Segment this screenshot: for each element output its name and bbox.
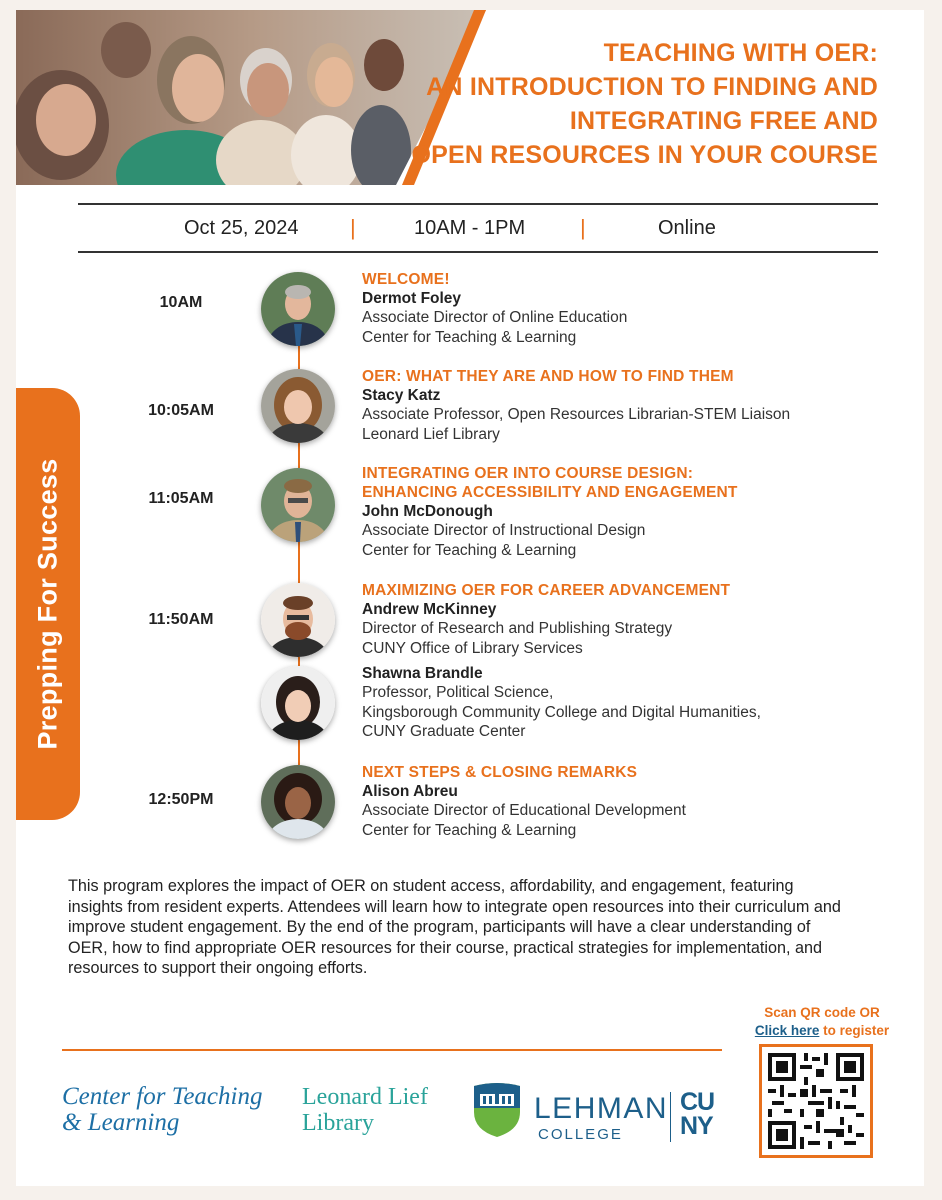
speaker-photo (261, 272, 335, 346)
title-line: INTEGRATING FREE AND (569, 107, 878, 135)
speaker-role: Associate Director of Instructional Design (362, 522, 646, 539)
speaker-role: Professor, Political Science, (362, 684, 554, 701)
speaker-affiliation: Center for Teaching & Learning (362, 821, 577, 839)
library-logo (302, 1084, 428, 1136)
event-info-bar (78, 203, 878, 253)
speaker-name: Alison Abreu (362, 783, 458, 800)
lehman-cuny-logo (472, 1080, 742, 1150)
speaker-name: John McDonough (362, 503, 493, 520)
session-block (362, 367, 882, 444)
session-time: 10:05AM (148, 402, 214, 419)
session-time: 11:05AM (148, 490, 214, 507)
session-time: 12:50PM (148, 791, 214, 808)
title-line: TEACHING WITH OER: (603, 39, 878, 67)
lehman-shield-icon (472, 1082, 522, 1138)
separator: | (350, 215, 356, 240)
session-time: 11:50AM (148, 611, 214, 628)
footer-divider (62, 1049, 722, 1051)
speaker-photo (261, 369, 335, 443)
title-line: OPEN RESOURCES IN YOUR COURSE (411, 141, 878, 169)
event-time: 10AM - 1PM (414, 217, 526, 239)
speaker-role: Associate Professor, Open Resources Librarian-STEM Liaison (362, 406, 791, 423)
register-line: Scan QR code OR (764, 1005, 880, 1020)
event-location: Online (658, 217, 716, 239)
side-tab (16, 388, 80, 820)
flyer-page (16, 10, 924, 1186)
speaker-role: Director of Research and Publishing Strategy (362, 620, 673, 637)
speaker-photo (261, 583, 335, 657)
speaker-affiliation: Leonard Lief Library (362, 425, 500, 443)
speaker-name: Stacy Katz (362, 387, 441, 404)
speaker-affiliation: CUNY Office of Library Services (362, 639, 583, 657)
speaker-affiliation: CUNY Graduate Center (362, 723, 526, 740)
side-tab-label: Prepping For Success (32, 458, 63, 750)
session-time: 10AM (159, 294, 203, 311)
ctl-logo-line: Center for Teaching (62, 1083, 263, 1110)
speaker-role: Associate Director of Online Education (362, 309, 628, 326)
library-logo-line: Library (302, 1110, 374, 1136)
speaker-affiliation: Center for Teaching & Learning (362, 541, 577, 559)
register-line: to register (823, 1023, 890, 1038)
speaker-photo (261, 666, 335, 740)
session-title: WELCOME! (362, 271, 450, 288)
title-line: AN INTRODUCTION TO FINDING AND (426, 73, 878, 101)
register-callout (736, 1004, 908, 1040)
session-block (362, 664, 882, 742)
ctl-logo (62, 1084, 262, 1136)
cuny-line: NY (680, 1112, 713, 1140)
speaker-role: Associate Director of Educational Development (362, 802, 686, 819)
session-block (362, 581, 882, 658)
speaker-name: Andrew McKinney (362, 601, 497, 618)
lehman-wordmark: LEHMAN (534, 1092, 669, 1125)
session-title: ENHANCING ACCESSIBILITY AND ENGAGEMENT (362, 484, 738, 501)
session-title: OER: WHAT THEY ARE AND HOW TO FIND THEM (362, 368, 734, 385)
cuny-wordmark (680, 1090, 714, 1138)
session-block (362, 270, 882, 347)
program-description: This program explores the impact of OER on student access, affordability, and engagement, featuring insights from resident experts. Attendees will learn how to integrate open resources into their curriculum and improve student engagement. By the end of the program, participants will have a clear understanding of OER, how to find appropriate OER resources for their course, practical strategies for implementation, and resources to support their ongoing efforts. (68, 877, 841, 977)
speaker-name: Dermot Foley (362, 290, 462, 307)
separator: | (580, 215, 586, 240)
speaker-affiliation: Kingsborough Community College and Digital Humanities, (362, 703, 761, 721)
ctl-logo-line: & Learning (62, 1109, 180, 1136)
session-block (362, 763, 882, 840)
logo-divider (670, 1092, 671, 1142)
session-title: INTEGRATING OER INTO COURSE DESIGN: (362, 465, 694, 482)
qr-code[interactable] (759, 1044, 873, 1158)
register-link[interactable]: Click here (754, 1023, 820, 1038)
speaker-name: Shawna Brandle (362, 665, 483, 682)
library-logo-line: Leonard Lief (302, 1084, 428, 1110)
event-date: Oct 25, 2024 (184, 217, 299, 239)
cuny-line: CU (680, 1088, 715, 1116)
session-block (362, 464, 882, 560)
speaker-affiliation: Center for Teaching & Learning (362, 328, 577, 346)
session-title: MAXIMIZING OER FOR CAREER ADVANCEMENT (362, 582, 731, 599)
event-title (408, 36, 878, 172)
college-wordmark: COLLEGE (538, 1126, 623, 1143)
speaker-photo (261, 468, 335, 542)
speaker-photo (261, 765, 335, 839)
session-title: NEXT STEPS & CLOSING REMARKS (362, 764, 638, 781)
